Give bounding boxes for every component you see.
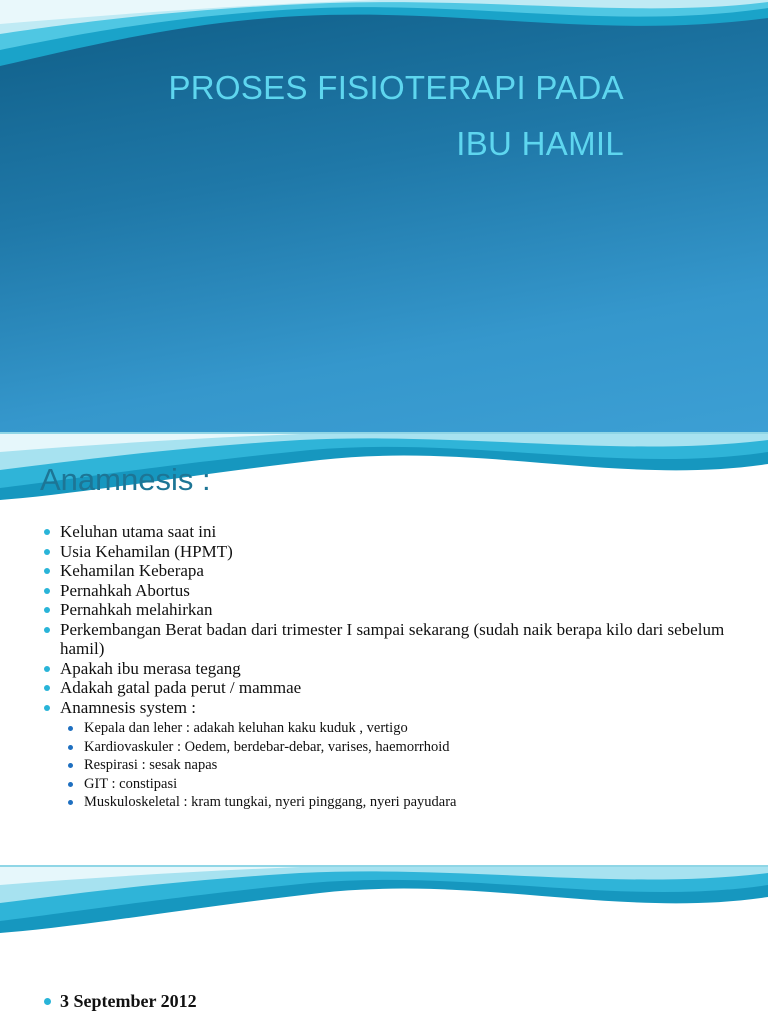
list-item-text: Keluhan utama saat ini xyxy=(60,522,217,541)
sub-list-item xyxy=(66,756,742,775)
sub-bullet-icon xyxy=(68,800,73,805)
sub-list-item-text: Muskuloskeletal : kram tungkai, nyeri pinggang, nyeri payudara xyxy=(84,794,457,810)
date-item xyxy=(42,991,197,1012)
list-item xyxy=(42,620,742,659)
list-item-text: Pernahkah melahirkan xyxy=(60,600,213,619)
bullet-icon xyxy=(44,588,50,594)
title-line-2: IBU HAMIL xyxy=(456,125,624,162)
anamnesis-slide xyxy=(0,434,768,865)
sub-bullet-icon xyxy=(68,763,73,768)
list-item xyxy=(42,659,742,679)
sub-list-item xyxy=(66,719,742,738)
bullet-icon xyxy=(44,666,50,672)
slide-title xyxy=(168,60,624,172)
bullet-icon xyxy=(44,705,50,711)
list-item xyxy=(42,542,742,562)
list-item xyxy=(42,600,742,620)
bullet-icon xyxy=(44,549,50,555)
sub-list-item xyxy=(66,738,742,757)
list-item xyxy=(42,678,742,698)
sub-bullet-icon xyxy=(68,745,73,750)
bullet-icon xyxy=(44,568,50,574)
sub-bullet-icon xyxy=(68,726,73,731)
sub-list-item xyxy=(66,775,742,794)
list-item-text: Kehamilan Keberapa xyxy=(60,561,204,580)
wave-decoration xyxy=(0,867,768,937)
date-text: 3 September 2012 xyxy=(60,991,197,1011)
bullet-icon xyxy=(44,607,50,613)
date-slide xyxy=(0,867,768,1024)
sub-list-item xyxy=(66,793,742,812)
anamnesis-list xyxy=(42,522,742,812)
sub-list-item-text: Kardiovaskuler : Oedem, berdebar-debar, varises, haemorrhoid xyxy=(84,738,450,755)
title-line-1: PROSES FISIOTERAPI PADA xyxy=(168,69,624,106)
sub-list-item-text: Respirasi : sesak napas xyxy=(84,757,218,773)
sub-bullet-icon xyxy=(68,782,73,787)
list-item xyxy=(42,698,742,812)
bullet-icon xyxy=(44,529,50,535)
list-item xyxy=(42,561,742,581)
slide-heading: Anamnesis : xyxy=(40,462,211,497)
bullet-icon xyxy=(44,685,50,691)
sub-list-item-text: GIT : constipasi xyxy=(84,775,178,792)
list-item xyxy=(42,522,742,542)
title-slide xyxy=(0,0,768,432)
anamnesis-system-list xyxy=(66,719,742,812)
list-item xyxy=(42,581,742,601)
bullet-icon xyxy=(44,998,51,1005)
list-item-text: Usia Kehamilan (HPMT) xyxy=(60,541,233,561)
list-item-text: Perkembangan Berat badan dari trimester I sampai sekarang (sudah naik berapa kilo dari sebelum hamil) xyxy=(60,619,725,658)
bullet-icon xyxy=(44,627,50,633)
sub-list-item-text: Kepala dan leher : adakah keluhan kaku kuduk , vertigo xyxy=(84,720,408,736)
list-item-text: Adakah gatal pada perut / mammae xyxy=(60,678,302,697)
list-item-text: Anamnesis system : xyxy=(60,697,196,717)
list-item-text: Apakah ibu merasa tegang xyxy=(60,658,241,678)
list-item-text: Pernahkah Abortus xyxy=(60,580,190,600)
